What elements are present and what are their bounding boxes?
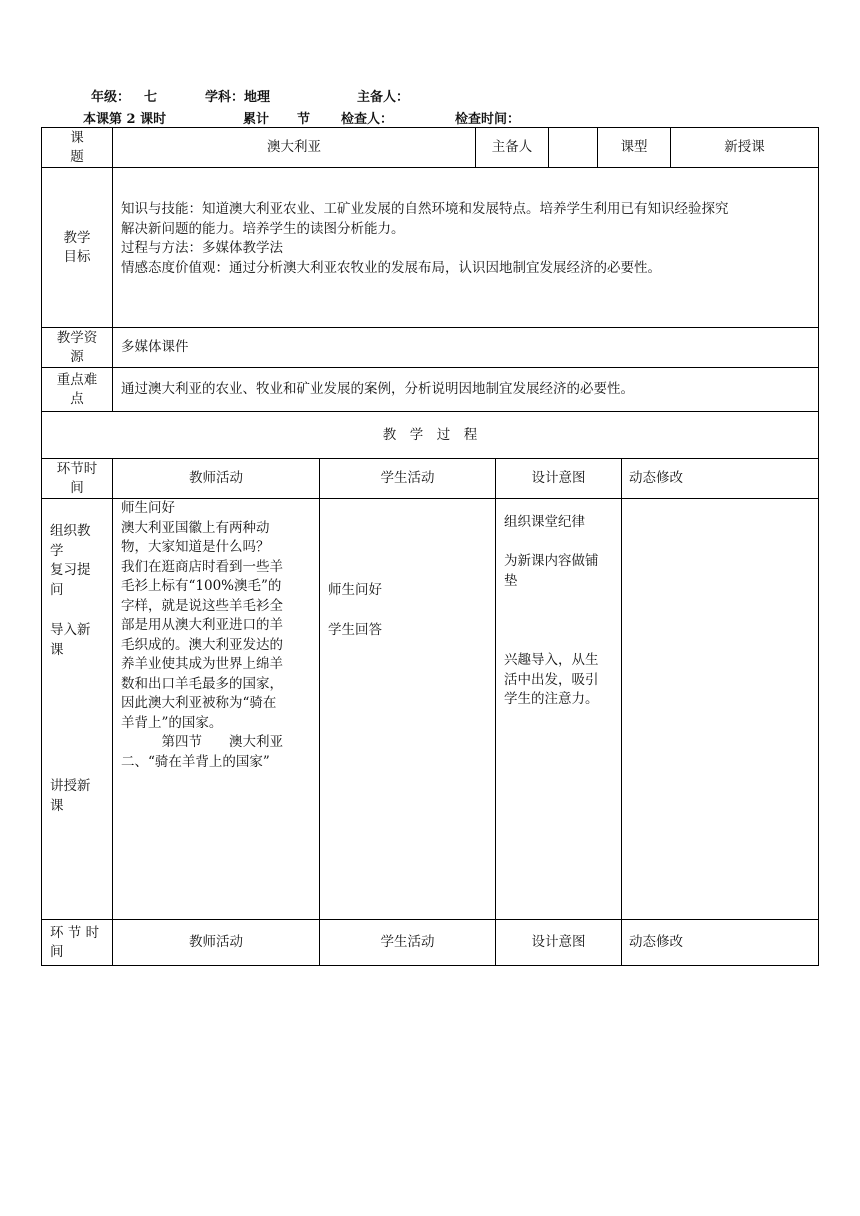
design-line: 垫 (504, 572, 518, 589)
col-design-label: 设计意图 (531, 470, 586, 486)
key-value: 通过澳大利亚的农业、牧业和矿业发展的案例，分析说明因地制宜发展经济的必要性。 (121, 381, 634, 397)
student-line: 学生回答 (328, 622, 382, 638)
col-student-repeat-label: 学生活动 (380, 934, 435, 950)
col-revision-header (622, 459, 819, 499)
step-item: 复习提 (50, 562, 91, 578)
process-title-cell (42, 412, 819, 459)
teacher-line: 毛衫上标有“100%澳毛”的 (121, 578, 282, 594)
step-item: 问 (50, 581, 64, 598)
resources-label-line2: 源 (70, 348, 84, 365)
col-revision-header-repeat (622, 920, 819, 966)
goals-line: 知识与技能：知道澳大利亚农业、工矿业发展的自然环境和发展特点。培养学生利用已有知识经验探究 (121, 201, 729, 217)
col-revision-label: 动态修改 (629, 470, 683, 486)
col-design-header (496, 459, 622, 499)
col-step-line2: 间 (70, 479, 84, 496)
topic-value-cell (113, 128, 476, 168)
key-value-cell (113, 368, 819, 412)
goals-line: 过程与方法：多媒体教学法 (121, 240, 283, 256)
teacher-line: 因此澳大利亚被称为“骑在 (121, 695, 277, 711)
col-teacher-label: 教师活动 (189, 470, 243, 486)
topic-label-line2: 题 (70, 148, 84, 165)
teacher-line: 师生问好 (121, 500, 175, 516)
col-step-repeat-line2: 间 (50, 943, 64, 960)
resources-label-line1: 教学资 (56, 329, 98, 346)
col-step-header (42, 459, 113, 499)
col-design-repeat-label: 设计意图 (531, 934, 586, 950)
teacher-line: 二、“骑在羊背上的国家” (121, 753, 270, 770)
lesson-number: 本课第 2 课时 (83, 112, 167, 127)
col-teacher-header-repeat (113, 920, 320, 966)
grade-value: 七 (144, 90, 158, 105)
goals-line: 情感态度价值观：通过分析澳大利亚农牧业的发展布局，认识因地制宜发展经济的必要性。 (121, 259, 661, 276)
topic-label-cell (42, 128, 113, 168)
teacher-line: 物，大家知道是什么吗？ (121, 539, 270, 555)
design-line: 活中出发，吸引 (504, 671, 599, 688)
teacher-line: 羊背上”的国家。 (121, 714, 223, 731)
topic-value: 澳大利亚 (267, 139, 321, 155)
col-student-label: 学生活动 (380, 470, 435, 486)
subject-label: 学科：地理 (205, 90, 271, 105)
col-step-repeat-line1: 环 节 时 (50, 924, 100, 941)
step-item: 导入新 (50, 622, 91, 638)
design-line: 为新课内容做铺 (504, 553, 599, 569)
goals-label-line1: 教学 (63, 229, 91, 246)
design-line: 兴趣导入，从生 (504, 652, 599, 668)
design-line: 组织课堂纪律 (504, 514, 585, 530)
col-revision-repeat-label: 动态修改 (629, 934, 683, 950)
teacher-line: 部是用从澳大利亚进口的羊 (121, 617, 283, 633)
student-activity-cell (320, 499, 496, 920)
section-label: 节 (297, 112, 311, 127)
student-line: 师生问好 (328, 582, 382, 598)
col-teacher-repeat-label: 教师活动 (189, 934, 243, 950)
col-student-header (320, 459, 496, 499)
resources-value-cell (113, 328, 819, 368)
goals-content-cell (113, 168, 819, 328)
preparer-label-cell (476, 128, 549, 168)
preparer-header-label: 主备人： (357, 90, 410, 105)
check-time-label: 检查时间： (455, 112, 521, 127)
step-item: 讲授新 (50, 778, 91, 794)
key-label-line2: 点 (70, 390, 84, 407)
step-item: 组织教 (50, 523, 91, 539)
preparer-label: 主备人 (491, 139, 533, 155)
process-title: 教 学 过 程 (382, 426, 478, 443)
col-teacher-header (113, 459, 320, 499)
type-value: 新授课 (724, 139, 765, 155)
teacher-activity-cell (113, 499, 320, 920)
goals-line: 解决新问题的能力。培养学生的读图分析能力。 (121, 220, 405, 237)
key-label-line1: 重点难 (56, 371, 98, 388)
step-item: 课 (50, 641, 64, 658)
teacher-line: 字样，就是说这些羊毛衫全 (121, 597, 283, 614)
col-student-header-repeat (320, 920, 496, 966)
step-item: 课 (50, 797, 64, 814)
resources-value: 多媒体课件 (121, 339, 189, 355)
type-label-cell (598, 128, 671, 168)
cumulative-label: 累计 (243, 112, 270, 127)
goals-label-cell (42, 168, 113, 328)
teacher-line: 我们在逛商店时看到一些羊 (121, 558, 283, 575)
teacher-line: 养羊业使其成为世界上绵羊 (121, 656, 283, 672)
topic-label-line1: 课 (70, 129, 84, 146)
grade-label: 年级： (91, 90, 131, 105)
resources-label-cell (42, 328, 113, 368)
teacher-line: 数和出口羊毛最多的国家， (121, 675, 283, 692)
goals-label-line2: 目标 (63, 248, 91, 265)
preparer-value-cell (549, 128, 598, 168)
teacher-line: 毛织成的。澳大利亚发达的 (121, 636, 283, 653)
col-step-header-repeat (42, 920, 113, 966)
design-intent-cell (496, 499, 622, 920)
type-label: 课型 (620, 139, 648, 155)
col-design-header-repeat (496, 920, 622, 966)
step-item: 学 (50, 542, 64, 559)
design-line: 学生的注意力。 (504, 691, 599, 707)
revision-cell (622, 499, 819, 920)
checker-label: 检查人： (341, 112, 394, 127)
type-value-cell (671, 128, 819, 168)
col-step-line1: 环节时 (56, 460, 98, 477)
step-cell (42, 499, 113, 920)
lesson-plan-table (41, 127, 819, 966)
key-label-cell (42, 368, 113, 412)
teacher-line: 第四节 澳大利亚 (121, 734, 283, 750)
teacher-line: 澳大利亚国徽上有两种动 (121, 519, 270, 536)
